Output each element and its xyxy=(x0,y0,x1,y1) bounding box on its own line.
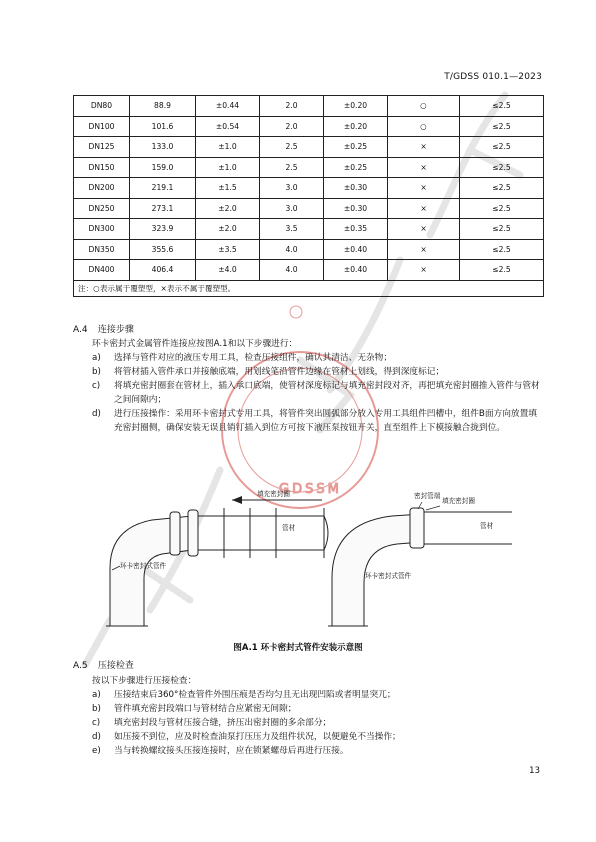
table-cell: ≤2.5 xyxy=(460,198,544,219)
table-cell: 219.1 xyxy=(130,178,196,199)
table-note-row xyxy=(74,280,544,296)
table-cell: × xyxy=(388,198,460,219)
table-cell: ≤2.5 xyxy=(460,116,544,137)
table-cell: ±2.0 xyxy=(196,219,260,240)
right-pipe xyxy=(424,512,512,544)
table-cell: ±0.40 xyxy=(324,260,388,281)
table-cell: 273.1 xyxy=(130,198,196,219)
table-cell: 2.5 xyxy=(260,137,324,158)
table-cell: ≤2.5 xyxy=(460,178,544,199)
table-cell: ±0.20 xyxy=(324,96,388,117)
table-cell: ≤2.5 xyxy=(460,239,544,260)
table-row xyxy=(74,198,544,219)
table-cell: 88.9 xyxy=(130,96,196,117)
table-cell: ≤2.5 xyxy=(460,96,544,117)
table-cell: × xyxy=(388,239,460,260)
label-fitting-right: 环卡密封式管件 xyxy=(365,572,412,580)
table-cell: ±0.40 xyxy=(324,239,388,260)
doc-number: T/GDSS 010.1—2023 xyxy=(444,72,542,82)
list-item: a) 压接结束后360°检查管件外围压痕是否均匀且无出现凹陷或者明显突兀； xyxy=(92,690,396,700)
page-number: 13 xyxy=(529,766,540,776)
section-a4-heading xyxy=(73,322,134,335)
table-row xyxy=(74,137,544,158)
list-item: e) 当与转换螺纹接头压接连接时，应在锁紧螺母后再进行压接。 xyxy=(92,746,349,756)
table-cell: ±4.0 xyxy=(196,260,260,281)
table-cell: 323.9 xyxy=(130,219,196,240)
table-cell: 2.0 xyxy=(260,116,324,137)
list-item: a) 选择与管件对应的液压专用工具，检查压接组件，确认其清洁、无杂物； xyxy=(92,353,392,363)
table-cell: 406.4 xyxy=(130,260,196,281)
section-title: 压接检查 xyxy=(97,661,134,671)
section-a5-intro: 按以下步骤进行压接检查： xyxy=(92,676,197,686)
table-cell: 3.5 xyxy=(260,219,324,240)
table-cell: ±1.5 xyxy=(196,178,260,199)
right-elbow-fitting xyxy=(328,508,424,626)
table-cell: 2.0 xyxy=(260,96,324,117)
table-note: 注：○表示属于覆塑型，×表示不属于覆塑型。 xyxy=(74,280,544,296)
table-cell: ≤2.5 xyxy=(460,157,544,178)
table-cell: ±1.0 xyxy=(196,137,260,158)
table-cell: ±0.25 xyxy=(324,137,388,158)
table-cell: DN100 xyxy=(74,116,130,137)
table-row xyxy=(74,219,544,240)
list-item: c) 填充密封段与管材压接合缝，挤压出密封圈的多余部分； xyxy=(92,718,332,728)
table-cell: × xyxy=(388,260,460,281)
table-cell: ±0.44 xyxy=(196,96,260,117)
table-cell: ±0.20 xyxy=(324,116,388,137)
table-cell: DN125 xyxy=(74,137,130,158)
label-seal-right: 密封管端 xyxy=(414,492,441,500)
table-row xyxy=(74,116,544,137)
table-cell: DN200 xyxy=(74,178,130,199)
table-cell: DN400 xyxy=(74,260,130,281)
table-cell: DN150 xyxy=(74,157,130,178)
table-cell: ±2.0 xyxy=(196,198,260,219)
table-cell: ○ xyxy=(388,96,460,117)
section-number: A.4 xyxy=(73,325,88,335)
table-cell: ±0.30 xyxy=(324,178,388,199)
table-cell: × xyxy=(388,178,460,199)
table-cell: 159.0 xyxy=(130,157,196,178)
label-seal-left: 填充密封圈 xyxy=(257,490,290,498)
table-cell: ±3.5 xyxy=(196,239,260,260)
stamp-text: GDSSM xyxy=(279,482,342,497)
left-pipe xyxy=(198,508,328,558)
figure-caption: 图A.1 环卡密封式管件安装示意图 xyxy=(233,643,363,653)
table-row xyxy=(74,96,544,117)
table-cell: DN300 xyxy=(74,219,130,240)
label-fitting-left: 环卡密封式管件 xyxy=(120,562,167,570)
table-cell: 355.6 xyxy=(130,239,196,260)
label-pipe-left: 管材 xyxy=(282,524,296,532)
table-cell: ±1.0 xyxy=(196,157,260,178)
table-cell: ≤2.5 xyxy=(460,137,544,158)
table-cell: × xyxy=(388,219,460,240)
table-cell: 4.0 xyxy=(260,260,324,281)
table-cell: ±0.25 xyxy=(324,157,388,178)
installation-diagram xyxy=(92,478,512,628)
table-row xyxy=(74,178,544,199)
table-cell: DN250 xyxy=(74,198,130,219)
table-cell: ±0.30 xyxy=(324,198,388,219)
table-cell: ≤2.5 xyxy=(460,219,544,240)
label-seal-right-2: 填充密封圈 xyxy=(442,497,475,505)
table-row xyxy=(74,260,544,281)
section-number: A.5 xyxy=(73,661,88,671)
table-cell: DN80 xyxy=(74,96,130,117)
table-cell: 2.5 xyxy=(260,157,324,178)
table-row xyxy=(74,157,544,178)
table-cell: 101.6 xyxy=(130,116,196,137)
list-item: c) 将填充密封圈套在管材上，插入承口底端，使管材深度标记与填充密封段对齐，再把填充密封圈推入管件与管材之间间隙内； xyxy=(92,381,540,406)
table-cell: × xyxy=(388,137,460,158)
table-cell: 4.0 xyxy=(260,239,324,260)
list-item: b) 将管材插入管件承口并接触底端，用划线笔沿管件边缘在管材上划线，得到深度标记； xyxy=(92,367,445,377)
table-cell: ±0.35 xyxy=(324,219,388,240)
table-cell: ≤2.5 xyxy=(460,260,544,281)
table-cell: × xyxy=(388,157,460,178)
table-cell: ○ xyxy=(388,116,460,137)
table-cell: 133.0 xyxy=(130,137,196,158)
table-cell: ±0.54 xyxy=(196,116,260,137)
label-pipe-right: 管材 xyxy=(480,522,494,530)
table-cell: 3.0 xyxy=(260,178,324,199)
list-item: b) 管件填充密封段端口与管材结合应紧密无间隙； xyxy=(92,704,297,714)
table-cell: DN350 xyxy=(74,239,130,260)
table-row xyxy=(74,239,544,260)
section-a4-intro: 环卡密封式金属管件连接应按图A.1和以下步骤进行： xyxy=(92,339,298,349)
spec-table xyxy=(73,95,544,297)
table-cell: 3.0 xyxy=(260,198,324,219)
list-item: d) 进行压接操作：采用环卡密封式专用工具，将管件突出圆弧部分放入专用工具组件凹槽中，组件B面方向放置填充密封圈侧，确保安装无误且销钉插入到位方可按下液压泵按钮开关，直至组件上下模接触合拢到位。 xyxy=(92,409,537,434)
list-item: d) 如压接不到位，应及时检查油泵打压压力及组件状况，以便避免不当操作； xyxy=(92,732,401,742)
section-title: 连接步骤 xyxy=(97,325,134,335)
section-a5-heading xyxy=(73,658,134,671)
